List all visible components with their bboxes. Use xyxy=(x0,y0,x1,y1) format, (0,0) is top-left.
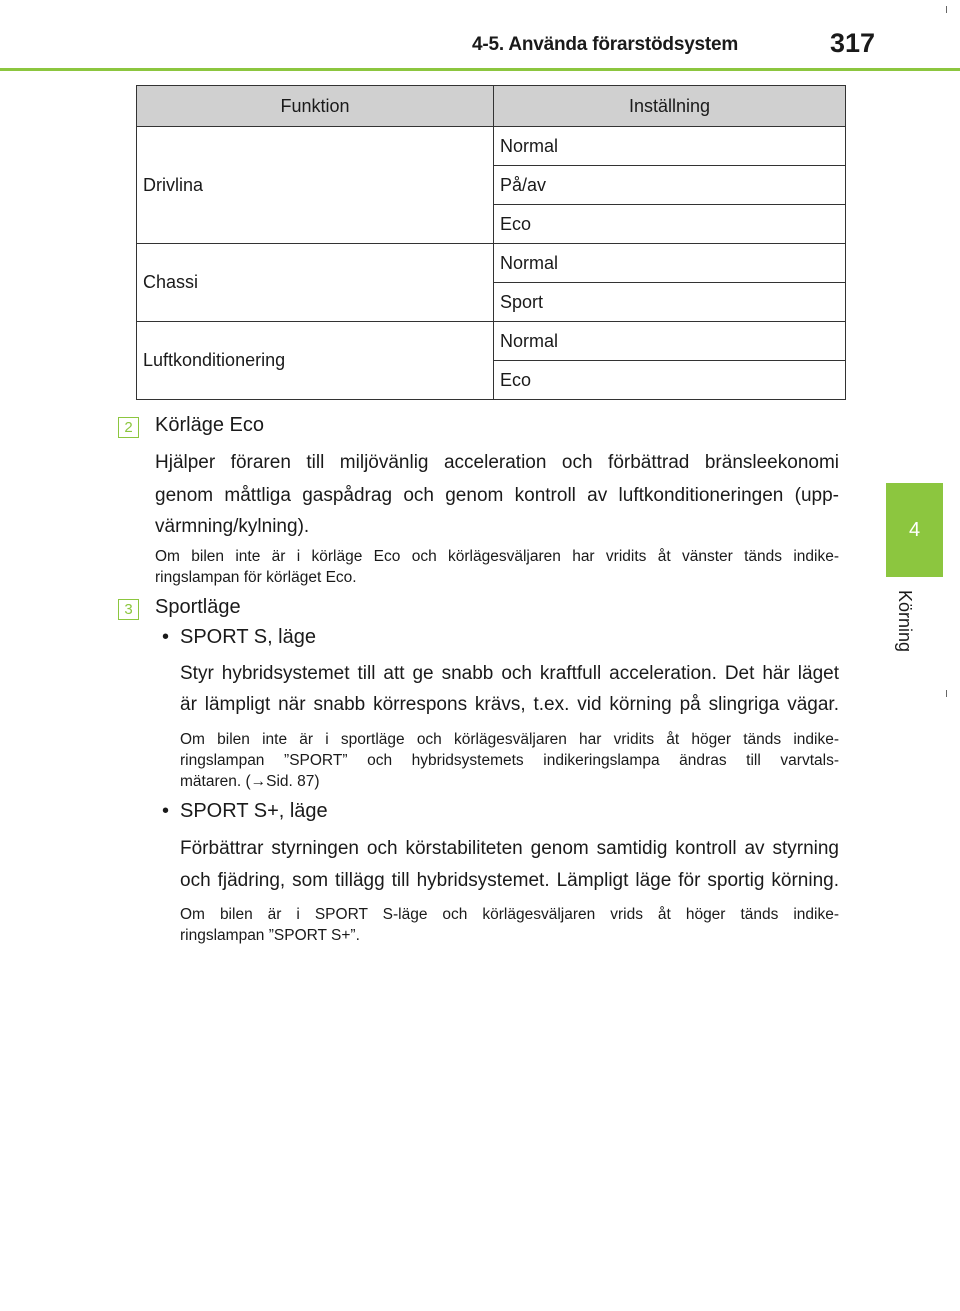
mode-note-line: ringslampan ”SPORT” och hybridsystemets indikeringslampa ändras till varvtals- xyxy=(180,752,839,769)
setting-cell: Normal xyxy=(494,244,846,283)
item-title: Sportläge xyxy=(155,596,241,618)
item-description-line: genom måttliga gaspådrag och genom kontroll av luftkonditioneringen (upp- xyxy=(155,485,839,506)
mode-label: SPORT S+, läge xyxy=(180,800,328,822)
table-row xyxy=(137,244,846,283)
mode-label: SPORT S, läge xyxy=(180,626,316,648)
setting-cell: Normal xyxy=(494,127,846,166)
crop-mark xyxy=(946,690,947,697)
item-description-line: värmning/kylning). xyxy=(155,516,310,537)
mode-note-line: Om bilen är i SPORT S-läge och körlägesväljaren vrids åt höger tänds indike- xyxy=(180,906,839,923)
mode-description-line: är lämpligt när snabb körrespons krävs, t.ex. vid körning på slingriga vägar. xyxy=(180,694,839,715)
function-cell: Drivlina xyxy=(137,127,494,244)
mode-note-line: mätaren. (→Sid. 87) xyxy=(180,773,320,790)
setting-cell: Eco xyxy=(494,361,846,400)
chapter-tab xyxy=(886,483,943,577)
column-header-function: Funktion xyxy=(137,86,494,127)
column-header-setting: Inställning xyxy=(494,86,846,127)
item-number-badge: 3 xyxy=(118,599,139,620)
table-header-row xyxy=(137,86,846,127)
setting-cell: Sport xyxy=(494,283,846,322)
setting-cell: På/av xyxy=(494,166,846,205)
mode-description-line: Styr hybridsystemet till att ge snabb och kraftfull acceleration. Det här läget xyxy=(180,663,839,684)
item-description-line: Hjälper föraren till miljövänlig acceleration och förbättrad bränsleekonomi xyxy=(155,452,839,473)
crop-mark xyxy=(946,6,947,13)
section-title: 4-5. Använda förarstödsystem xyxy=(472,34,739,55)
mode-note-line: Om bilen inte är i sportläge och körlägesväljaren har vridits åt höger tänds indike- xyxy=(180,731,839,748)
item-note-line: ringslampan för körläget Eco. xyxy=(155,569,357,586)
item-note-line: Om bilen inte är i körläge Eco och körlägesväljaren har vridits åt vänster tänds indike- xyxy=(155,548,839,565)
page-number: 317 xyxy=(830,28,876,58)
mode-description-line: Förbättrar styrningen och körstabiliteten genom samtidig kontroll av styrning xyxy=(180,838,839,859)
chapter-name: Körning xyxy=(895,590,915,653)
table-row xyxy=(137,322,846,361)
bullet-marker: • xyxy=(162,626,170,648)
item-title: Körläge Eco xyxy=(155,414,264,436)
setting-cell: Eco xyxy=(494,205,846,244)
function-cell: Chassi xyxy=(137,244,494,322)
chapter-number: 4 xyxy=(908,519,921,541)
mode-note-line: ringslampan ”SPORT S+”. xyxy=(180,927,360,944)
bullet-marker: • xyxy=(162,800,170,822)
mode-description-line: och fjädring, som tillägg till hybridsystemet. Lämpligt läge för sportig körning. xyxy=(180,870,839,891)
table-row xyxy=(137,127,846,166)
settings-table xyxy=(136,85,846,400)
function-cell: Luftkonditionering xyxy=(137,322,494,400)
setting-cell: Normal xyxy=(494,322,846,361)
item-number-badge: 2 xyxy=(118,417,139,438)
header-rule xyxy=(0,68,960,71)
